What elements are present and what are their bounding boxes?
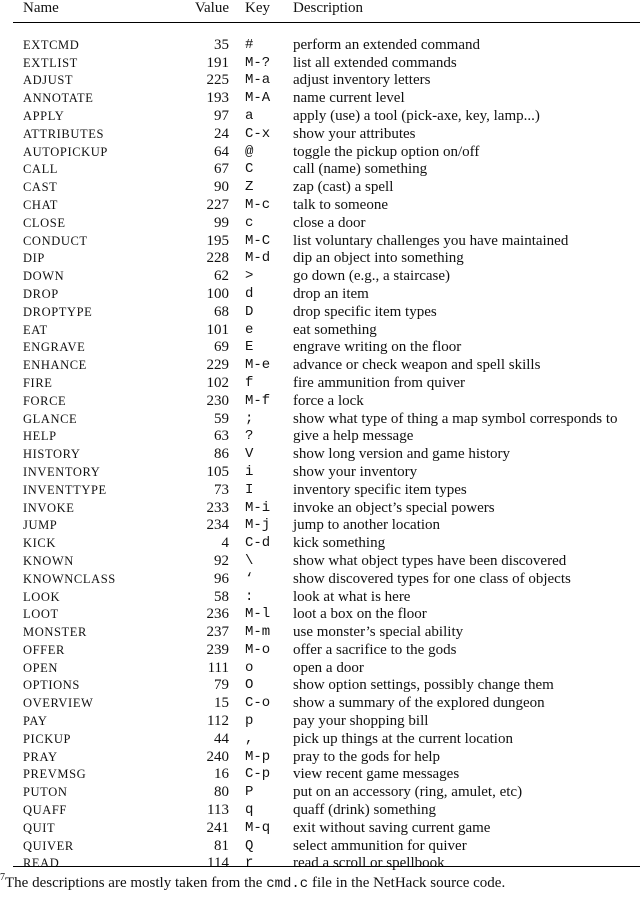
cell-value: 239 <box>206 641 229 658</box>
cell-description: advance or check weapon and spell skills <box>293 357 541 374</box>
table-row <box>13 731 618 749</box>
table-row <box>13 126 618 144</box>
cell-name: JUMP <box>23 518 58 533</box>
cell-description: drop an item <box>293 285 369 302</box>
cell-name: LOOT <box>23 607 59 622</box>
cell-name: OFFER <box>23 642 65 657</box>
table-row <box>13 855 618 873</box>
cell-description: call (name) something <box>293 161 428 178</box>
table-row <box>13 517 618 535</box>
cell-value: 195 <box>206 232 229 249</box>
cell-value: 100 <box>206 285 229 302</box>
cell-key: q <box>245 802 254 819</box>
cell-key: , <box>245 730 254 747</box>
cell-description: offer a sacrifice to the gods <box>293 641 457 658</box>
cell-name: INVENTORY <box>23 464 101 479</box>
cell-name: CONDUCT <box>23 233 88 248</box>
cell-key: M-m <box>245 624 271 641</box>
cell-name: QUAFF <box>23 803 67 818</box>
cell-value: 64 <box>214 143 229 160</box>
cell-key: M-C <box>245 232 271 249</box>
cell-key: C-o <box>245 695 271 712</box>
footnote-rule <box>13 866 640 867</box>
cell-name: DIP <box>23 251 45 266</box>
table-row <box>13 802 618 820</box>
table-row <box>13 215 618 233</box>
cell-name: AUTOPICKUP <box>23 144 108 159</box>
table-row <box>13 322 618 340</box>
cell-name: HISTORY <box>23 447 81 462</box>
cell-description: list voluntary challenges you have maintained <box>293 232 569 249</box>
table-row <box>13 357 618 375</box>
table-row <box>13 784 618 802</box>
cell-description: perform an extended command <box>293 36 481 53</box>
table-row <box>13 179 618 197</box>
cell-value: 68 <box>214 303 229 320</box>
cell-name: ANNOTATE <box>23 91 94 106</box>
table-row <box>13 695 618 713</box>
cell-description: view recent game messages <box>293 766 460 783</box>
cell-description: eat something <box>293 321 377 338</box>
cell-value: 241 <box>206 819 229 836</box>
cell-key: M-? <box>245 54 271 71</box>
table-row <box>13 428 618 446</box>
command-table <box>13 0 618 873</box>
header-name: Name <box>23 0 59 16</box>
cell-description: close a door <box>293 214 366 231</box>
table-row <box>13 144 618 162</box>
cell-value: 44 <box>214 730 229 747</box>
cell-name: KNOWN <box>23 553 74 568</box>
cell-key: o <box>245 659 254 676</box>
cell-key: E <box>245 339 254 356</box>
table-row <box>13 482 618 500</box>
header-value: Value <box>194 0 229 16</box>
cell-name: QUIVER <box>23 838 74 853</box>
cell-name: PICKUP <box>23 731 72 746</box>
cell-key: M-A <box>245 90 271 107</box>
cell-description: fire ammunition from quiver <box>293 374 466 391</box>
cell-name: EXTLIST <box>23 55 78 70</box>
cell-description: show long version and game history <box>293 446 511 463</box>
cell-description: show a summary of the explored dungeon <box>293 695 545 712</box>
footnote-text-before: The descriptions are mostly taken from the <box>5 875 267 891</box>
cell-description: jump to another location <box>293 517 441 534</box>
cell-key: M-q <box>245 819 271 836</box>
cell-key: M-c <box>245 196 271 213</box>
cell-key: M-i <box>245 499 271 516</box>
cell-key: d <box>245 285 254 302</box>
table-row <box>13 571 618 589</box>
cell-description: put on an accessory (ring, amulet, etc) <box>293 784 523 801</box>
cell-name: INVOKE <box>23 500 75 515</box>
table-row <box>13 624 618 642</box>
cell-description: go down (e.g., a staircase) <box>293 268 451 285</box>
cell-key: D <box>245 303 254 320</box>
table-row <box>13 268 618 286</box>
table-row <box>13 233 618 251</box>
cell-value: 86 <box>214 446 229 463</box>
cell-description: kick something <box>293 535 386 552</box>
cell-name: PRAY <box>23 749 58 764</box>
cell-value: 105 <box>206 463 229 480</box>
cell-key: Q <box>245 837 254 854</box>
cell-description: show your attributes <box>293 125 416 142</box>
cell-value: 96 <box>214 570 229 587</box>
cell-description: select ammunition for quiver <box>293 837 467 854</box>
cell-name: ADJUST <box>23 73 74 88</box>
cell-key: ‘ <box>245 570 254 587</box>
cell-key: M-j <box>245 517 271 534</box>
cell-name: ATTRIBUTES <box>23 126 104 141</box>
table-row <box>13 304 618 322</box>
cell-key: @ <box>245 143 254 160</box>
cell-value: 73 <box>214 481 229 498</box>
cell-key: V <box>245 446 254 463</box>
table-row <box>13 339 618 357</box>
table-row <box>13 393 618 411</box>
cell-description: dip an object into something <box>293 250 464 267</box>
cell-name: KICK <box>23 536 56 551</box>
cell-value: 101 <box>206 321 229 338</box>
cell-value: 111 <box>207 659 229 676</box>
cell-value: 35 <box>214 36 229 53</box>
table-row <box>13 535 618 553</box>
cell-name: DOWN <box>23 269 65 284</box>
footnote-text-after: file in the NetHack source code. <box>308 875 506 891</box>
cell-name: OPEN <box>23 660 59 675</box>
footnote-code: cmd.c <box>266 876 309 892</box>
table-row <box>13 677 618 695</box>
cell-description: adjust inventory letters <box>293 72 431 89</box>
table-row <box>13 589 618 607</box>
cell-key: i <box>245 463 254 480</box>
cell-name: OPTIONS <box>23 678 80 693</box>
table-row <box>13 108 618 126</box>
table-row <box>13 375 618 393</box>
table-row <box>13 37 618 55</box>
table-row <box>13 500 618 518</box>
cell-value: 236 <box>206 606 229 623</box>
cell-name: DROP <box>23 286 59 301</box>
cell-description: drop specific item types <box>293 303 437 320</box>
cell-description: look at what is here <box>293 588 411 605</box>
cell-key: M-o <box>245 641 271 658</box>
cell-name: MONSTER <box>23 625 87 640</box>
cell-value: 67 <box>214 161 229 178</box>
cell-name: QUIT <box>23 820 56 835</box>
footnote-marker: 7 <box>0 872 5 883</box>
cell-value: 69 <box>214 339 229 356</box>
table-row <box>13 553 618 571</box>
cell-description: pray to the gods for help <box>293 748 441 765</box>
cell-description: show your inventory <box>293 463 418 480</box>
cell-value: 112 <box>207 713 229 730</box>
cell-value: 4 <box>221 535 229 552</box>
cell-description: open a door <box>293 659 364 676</box>
cell-description: read a scroll or spellbook <box>293 855 445 872</box>
cell-key: I <box>245 481 254 498</box>
cell-description: loot a box on the floor <box>293 606 427 623</box>
table-row <box>13 250 618 268</box>
table-row <box>13 642 618 660</box>
cell-key: C <box>245 161 254 178</box>
cell-name: HELP <box>23 429 57 444</box>
cell-key: r <box>245 855 254 872</box>
cell-description: list all extended commands <box>293 54 457 71</box>
cell-value: 97 <box>214 107 229 124</box>
cell-value: 234 <box>206 517 229 534</box>
cell-description: invoke an object’s special powers <box>293 499 495 516</box>
cell-value: 230 <box>206 392 229 409</box>
cell-value: 229 <box>206 357 229 374</box>
cell-value: 16 <box>214 766 229 783</box>
cell-value: 225 <box>206 72 229 89</box>
cell-value: 79 <box>214 677 229 694</box>
cell-key: f <box>245 374 254 391</box>
cell-key: p <box>245 713 254 730</box>
cell-name: FIRE <box>23 375 53 390</box>
cell-name: ENHANCE <box>23 358 87 373</box>
header-key: Key <box>245 0 270 16</box>
cell-value: 62 <box>214 268 229 285</box>
table-row <box>13 660 618 678</box>
cell-key: M-p <box>245 748 271 765</box>
cell-value: 228 <box>206 250 229 267</box>
table-row <box>13 72 618 90</box>
cell-value: 113 <box>207 802 229 819</box>
cell-name: CAST <box>23 180 58 195</box>
cell-value: 24 <box>214 125 229 142</box>
cell-description: show what object types have been discovered <box>293 552 567 569</box>
cell-key: M-a <box>245 72 271 89</box>
cell-key: Z <box>245 179 254 196</box>
cell-key: C-d <box>245 535 271 552</box>
cell-description: show option settings, possibly change them <box>293 677 554 694</box>
cell-description: exit without saving current game <box>293 819 491 836</box>
cell-description: pay your shopping bill <box>293 713 429 730</box>
cell-key: M-l <box>245 606 271 623</box>
cell-name: EAT <box>23 322 48 337</box>
table-row <box>13 820 618 838</box>
cell-name: CALL <box>23 162 59 177</box>
cell-key: ; <box>245 410 254 427</box>
cell-name: INVENTTYPE <box>23 482 107 497</box>
table-header-row <box>13 0 618 19</box>
table-row <box>13 161 618 179</box>
cell-description: show discovered types for one class of objects <box>293 570 571 587</box>
cell-key: # <box>245 36 254 53</box>
cell-name: ENGRAVE <box>23 340 86 355</box>
cell-description: toggle the pickup option on/off <box>293 143 480 160</box>
cell-name: LOOK <box>23 589 61 604</box>
footnote <box>0 873 640 892</box>
cell-key: \ <box>245 552 254 569</box>
table-row <box>13 464 618 482</box>
cell-value: 240 <box>206 748 229 765</box>
cell-value: 80 <box>214 784 229 801</box>
cell-key: c <box>245 214 254 231</box>
cell-name: READ <box>23 856 60 871</box>
cell-description: give a help message <box>293 428 414 445</box>
cell-value: 92 <box>214 552 229 569</box>
cell-value: 193 <box>206 90 229 107</box>
table-row <box>13 606 618 624</box>
table-row <box>13 90 618 108</box>
cell-name: CHAT <box>23 197 59 212</box>
cell-key: O <box>245 677 254 694</box>
cell-name: EXTCMD <box>23 37 80 52</box>
cell-name: KNOWNCLASS <box>23 571 116 586</box>
cell-key: C-p <box>245 766 271 783</box>
cell-key: P <box>245 784 254 801</box>
cell-description: name current level <box>293 90 405 107</box>
cell-description: show what type of thing a map symbol corresponds to <box>293 410 618 427</box>
cell-name: PUTON <box>23 785 68 800</box>
table-row <box>13 838 618 856</box>
table-row <box>13 446 618 464</box>
table-row <box>13 55 618 73</box>
cell-value: 81 <box>214 837 229 854</box>
table-row <box>13 197 618 215</box>
cell-description: inventory specific item types <box>293 481 467 498</box>
cell-value: 58 <box>214 588 229 605</box>
cell-description: pick up things at the current location <box>293 730 513 747</box>
table-row <box>13 766 618 784</box>
cell-name: DROPTYPE <box>23 304 93 319</box>
cell-key: ? <box>245 428 254 445</box>
cell-key: > <box>245 268 254 285</box>
cell-key: M-e <box>245 357 271 374</box>
cell-value: 227 <box>206 196 229 213</box>
cell-description: force a lock <box>293 392 364 409</box>
cell-key: M-d <box>245 250 271 267</box>
cell-description: engrave writing on the floor <box>293 339 462 356</box>
cell-value: 99 <box>214 214 229 231</box>
cell-name: GLANCE <box>23 411 78 426</box>
cell-name: PAY <box>23 714 48 729</box>
table-row <box>13 411 618 429</box>
cell-value: 59 <box>214 410 229 427</box>
cell-value: 102 <box>206 374 229 391</box>
cell-name: APPLY <box>23 108 65 123</box>
cell-value: 15 <box>214 695 229 712</box>
cell-name: OVERVIEW <box>23 696 94 711</box>
cell-value: 191 <box>206 54 229 71</box>
cell-name: CLOSE <box>23 215 66 230</box>
cell-key: C-x <box>245 125 271 142</box>
cell-name: PREVMSG <box>23 767 87 782</box>
cell-description: quaff (drink) something <box>293 802 437 819</box>
cell-description: talk to someone <box>293 196 388 213</box>
cell-key: a <box>245 107 254 124</box>
header-description: Description <box>293 0 363 16</box>
table-row <box>13 713 618 731</box>
cell-name: FORCE <box>23 393 67 408</box>
cell-key: e <box>245 321 254 338</box>
cell-description: apply (use) a tool (pick-axe, key, lamp...) <box>293 107 540 124</box>
cell-description: use monster’s special ability <box>293 624 464 641</box>
table-body <box>13 37 618 873</box>
cell-key: M-f <box>245 392 271 409</box>
table-row <box>13 749 618 767</box>
cell-value: 114 <box>207 855 229 872</box>
cell-description: zap (cast) a spell <box>293 179 394 196</box>
cell-value: 233 <box>206 499 229 516</box>
cell-key: : <box>245 588 254 605</box>
cell-value: 90 <box>214 179 229 196</box>
cell-value: 63 <box>214 428 229 445</box>
table-row <box>13 286 618 304</box>
cell-value: 237 <box>206 624 229 641</box>
